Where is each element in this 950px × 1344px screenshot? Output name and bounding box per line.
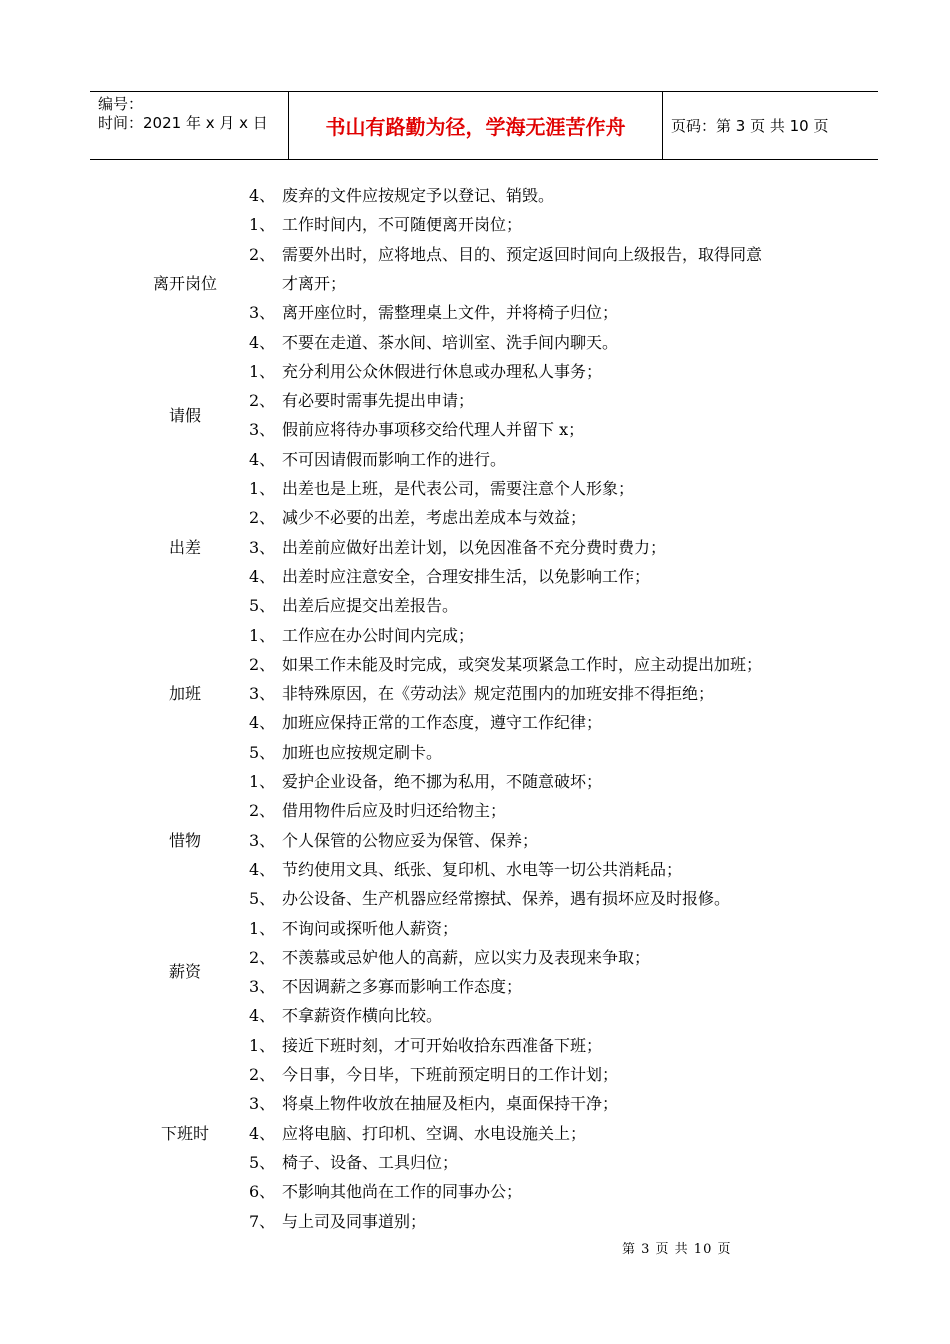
item-text: 需要外出时，应将地点、目的、预定返回时间向上级报告，取得同意: [282, 244, 763, 264]
list-item: [249, 1006, 442, 1026]
item-text: 废弃的文件应按规定予以登记、销毁。: [282, 186, 555, 205]
list-item: [249, 626, 474, 646]
item-number: 5、: [249, 596, 276, 616]
item-text: 工作时间内，不可随便离开岗位；: [282, 215, 523, 235]
header-motto: 书山有路勤为径，学海无涯苦作舟: [289, 92, 663, 159]
item-number: 1、: [249, 361, 276, 381]
list-item: [249, 1212, 426, 1232]
list-item: [249, 1153, 458, 1173]
item-number: 3、: [249, 420, 276, 440]
item-text: 不羡慕或忌妒他人的高薪，应以实力及表现来争取；: [282, 947, 651, 967]
item-number: 4、: [249, 332, 276, 352]
list-item: [249, 508, 586, 528]
item-number: 3、: [249, 830, 276, 850]
list-item: [249, 215, 522, 235]
item-text: 个人保管的公物应妥为保管、保养；: [282, 830, 539, 850]
item-text: 今日事，今日毕，下班前预定明日的工作计划；: [282, 1065, 619, 1084]
item-text: 离开座位时，需整理桌上文件，并将椅子归位；: [282, 303, 619, 323]
item-text: 出差时应注意安全，合理安排生活，以免影响工作；: [282, 566, 651, 586]
list-item: [249, 245, 762, 265]
list-item: [249, 743, 442, 763]
item-text: 工作应在办公时间内完成；: [282, 625, 475, 645]
item-text: 爱护企业设备，绝不挪为私用，不随意破坏；: [282, 772, 603, 791]
item-number: 4、: [249, 1006, 276, 1026]
list-item: [249, 1065, 618, 1085]
item-number: 2、: [249, 801, 276, 821]
list-item: [249, 362, 602, 382]
list-item: [249, 450, 506, 470]
list-item: [249, 1036, 602, 1056]
section-category: 下班时: [160, 1123, 209, 1143]
item-number: 2、: [249, 391, 276, 411]
section-category: 出差: [168, 537, 201, 557]
list-item: [249, 303, 618, 323]
item-number: 5、: [249, 742, 276, 762]
list-item: [249, 1182, 522, 1202]
item-number: 1、: [249, 215, 276, 235]
item-text: 不因调薪之多寡而影响工作态度；: [282, 977, 523, 997]
list-item: [249, 596, 458, 616]
item-text: 将桌上物件收放在抽屉及柜内，桌面保持干净；: [282, 1094, 619, 1114]
item-number: 1、: [249, 918, 276, 938]
list-item: [249, 420, 584, 440]
item-text: 出差也是上班，是代表公司，需要注意个人形象；: [282, 479, 635, 498]
item-number: 2、: [249, 1065, 276, 1084]
item-text: 不询问或探听他人薪资；: [282, 918, 459, 938]
list-item: [249, 948, 650, 968]
list-item: [249, 538, 666, 558]
list-item: [249, 1124, 586, 1144]
document-time-label: 时间：2021 年 x 月 x 日: [98, 114, 268, 132]
list-item: [249, 889, 730, 909]
item-number: 5、: [249, 1152, 276, 1172]
item-text: 不拿薪资作横向比较。: [282, 1006, 443, 1026]
list-item: [249, 186, 554, 206]
item-number: 2、: [249, 947, 276, 967]
list-item: [249, 831, 538, 851]
item-number: 3、: [249, 684, 276, 704]
item-number: 2、: [249, 244, 276, 264]
item-text: 办公设备、生产机器应经常擦拭、保养，遇有损坏应及时报修。: [282, 889, 731, 909]
page-footer: 第 3 页 共 10 页: [622, 1242, 732, 1257]
item-text: 应将电脑、打印机、空调、水电设施关上；: [282, 1123, 587, 1143]
item-text: 不可因请假而影响工作的进行。: [282, 449, 507, 469]
item-text: 接近下班时刻，才可开始收拾东西准备下班；: [282, 1035, 603, 1055]
section-category: 惜物: [168, 830, 201, 850]
list-item: [249, 919, 458, 939]
item-number: 4、: [249, 186, 276, 205]
item-number: 4、: [249, 566, 276, 586]
item-text: 假前应将待办事项移交给代理人并留下 x；: [282, 420, 585, 440]
item-number: 2、: [249, 508, 276, 528]
item-number: 1、: [249, 772, 276, 791]
list-item: [249, 333, 618, 353]
item-number: 3、: [249, 1094, 276, 1114]
item-number: 7、: [249, 1211, 276, 1231]
item-text: 节约使用文具、纸张、复印机、水电等一切公共消耗品；: [282, 859, 683, 879]
section-category: 请假: [168, 405, 201, 425]
item-text: 椅子、设备、工具归位；: [282, 1152, 459, 1172]
list-item: [249, 772, 602, 792]
item-text: 减少不必要的出差，考虑出差成本与效益；: [282, 508, 587, 528]
item-number: 1、: [249, 625, 276, 645]
list-item: [249, 977, 522, 997]
list-item: [249, 479, 634, 499]
item-text: 与上司及同事道别；: [282, 1211, 427, 1231]
item-text: 有必要时需事先提出申请；: [282, 391, 475, 411]
item-number: 4、: [249, 1123, 276, 1143]
item-number: 3、: [249, 977, 276, 997]
item-number: 5、: [249, 889, 276, 909]
item-number: 2、: [249, 654, 276, 674]
item-number: 4、: [249, 449, 276, 469]
item-text-continued: 才离开；: [282, 273, 347, 293]
list-item: [249, 860, 682, 880]
item-number: 4、: [249, 713, 276, 733]
item-text: 充分利用公众休假进行休息或办理私人事务；: [282, 361, 603, 381]
item-number: 3、: [249, 303, 276, 323]
list-item: [249, 713, 602, 733]
item-text: 借用物件后应及时归还给物主；: [282, 801, 507, 821]
item-number: 6、: [249, 1182, 276, 1202]
item-number: 1、: [249, 479, 276, 498]
header-page-number: 页码：第 3 页 共 10 页: [671, 117, 829, 135]
item-text: 出差前应做好出差计划，以免因准备不充分费时费力；: [282, 537, 667, 557]
list-item: [249, 1094, 618, 1114]
section-category: 加班: [168, 684, 201, 704]
item-number: 1、: [249, 1035, 276, 1055]
list-item: [249, 655, 762, 675]
item-text: 加班也应按规定刷卡。: [282, 742, 443, 762]
item-text: 出差后应提交出差报告。: [282, 596, 459, 616]
item-text: 不要在走道、茶水间、培训室、洗手间内聊天。: [282, 332, 619, 352]
section-category: 离开岗位: [152, 273, 217, 293]
section-category: 薪资: [168, 962, 201, 982]
list-item: [249, 391, 474, 411]
item-text: 加班应保持正常的工作态度，遵守工作纪律；: [282, 713, 603, 733]
list-item: [249, 567, 650, 587]
list-item: [249, 684, 714, 704]
item-number: 4、: [249, 859, 276, 879]
document-number-label: 编号：: [98, 95, 144, 113]
item-text: 非特殊原因，在《劳动法》规定范围内的加班安排不得拒绝；: [282, 684, 715, 704]
item-text: 不影响其他尚在工作的同事办公；: [282, 1182, 523, 1202]
item-number: 3、: [249, 537, 276, 557]
list-item: [249, 801, 506, 821]
item-text: 如果工作未能及时完成，或突发某项紧急工作时，应主动提出加班；: [282, 654, 763, 674]
